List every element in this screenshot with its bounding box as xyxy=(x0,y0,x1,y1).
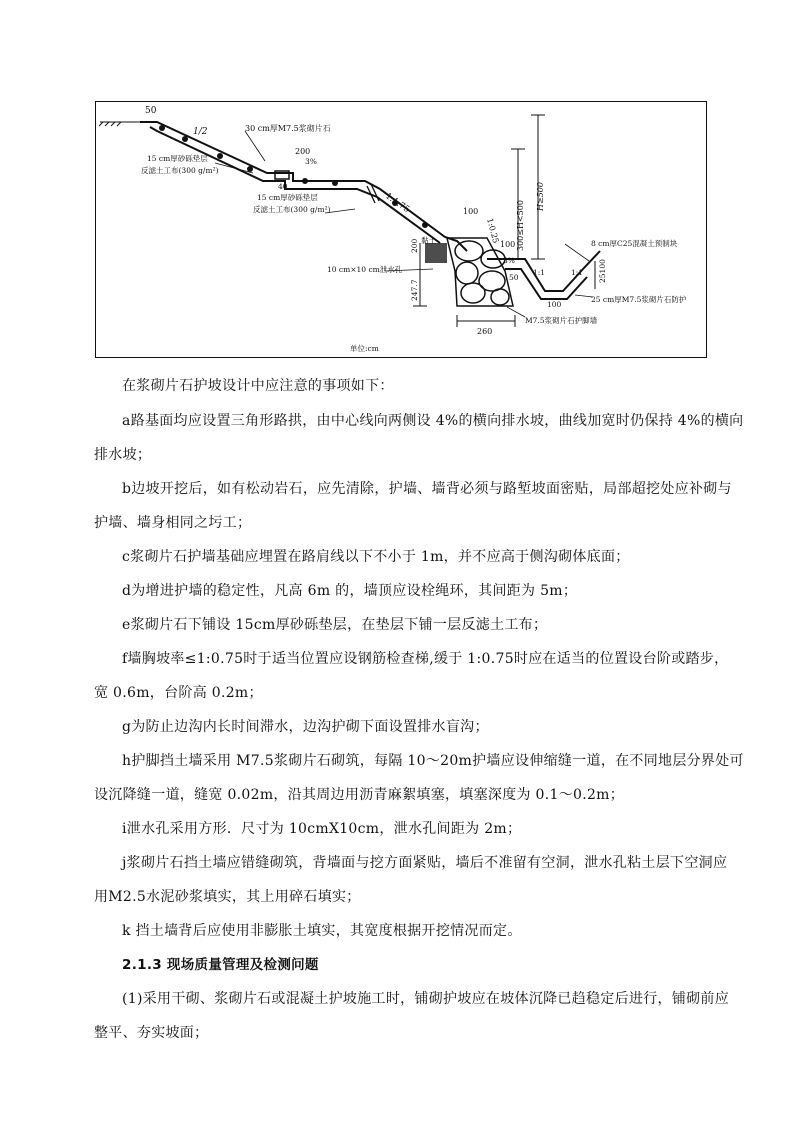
paragraph-intro: 在浆砌片石护坡设计中应注意的事项如下： xyxy=(122,378,394,394)
label-gravel-a: 15 cm厚砂砾垫层 xyxy=(147,154,208,163)
label-geotextile-b: 反滤土工布(300 g/m²) xyxy=(253,205,331,214)
paragraph-g: g为防止边沟内长时间滞水，边沟护砌下面设置排水盲沟； xyxy=(122,719,489,735)
paragraph-j-line1: j浆砌片石挡土墙应错缝砌筑，背墙面与挖方面紧贴，墙后不准留有空洞，泄水孔粘土层下空洞应 xyxy=(122,855,728,871)
label-dim-25100: 25100 xyxy=(598,259,607,283)
label-c25-block: 8 cm厚C25混凝土预制块 xyxy=(591,239,678,248)
label-top-100: 100 xyxy=(463,207,479,216)
label-drain-hole: 10 cm×10 cm泄水孔 xyxy=(327,265,403,274)
paragraph-k: k 挡土墙背后应使用非膨胀土填实，其宽度根据开挖情况而定。 xyxy=(122,923,522,939)
label-ditch-bottom: 100 xyxy=(547,300,562,309)
label-h-min: H≥500 xyxy=(536,182,545,211)
label-ditch-11b: 1:1 xyxy=(571,268,584,277)
paragraph-b-line1: b边坡开挖后，如有松动岩石，应先清除，护墙、墙背必须与路堑坡面密贴，局部超挖处应补砌与 xyxy=(122,481,732,497)
label-slope-175: 1:1.75 xyxy=(383,191,412,216)
label-ditch-masonry: 25 cm厚M7.5浆砌片石防护 xyxy=(591,295,687,304)
ground-hatch xyxy=(99,122,140,126)
label-toe-100: 100 xyxy=(500,240,516,249)
label-ditch-slope: 3% xyxy=(503,256,515,265)
label-toe-wall: M7.5浆砌片石护脚墙 xyxy=(525,316,598,325)
label-berm-40: 40 xyxy=(278,182,288,191)
paragraph-b-line2: 护墙、墙身相同之圬工； xyxy=(94,515,252,531)
paragraph-f-line2: 宽 0.6m，台阶高 0.2m； xyxy=(94,685,263,701)
label-slope-upper: 1/2 xyxy=(193,127,208,137)
label-berm-width: 200 xyxy=(295,147,311,156)
label-dim-2477: 247.7 xyxy=(410,279,419,301)
paragraph-a-line1: a路基面均应设置三角形路拱，由中心线向两侧设 4%的横向排水坡，曲线加宽时仍保持 4%的横向 xyxy=(122,413,744,429)
leader-lines xyxy=(215,131,593,317)
label-gravel-b: 15 cm厚砂砾垫层 xyxy=(257,193,318,202)
paragraph-c: c浆砌片石护墙基础应埋置在路肩线以下不小于 1m，并不应高于侧沟砌体底面； xyxy=(122,549,630,565)
label-base-260: 260 xyxy=(477,327,493,336)
paragraph-h-line1: h护脚挡土墙采用 M7.5浆砌片石砌筑，每隔 10～20m护墙应设伸缩缝一道，在不同地层分界处可 xyxy=(122,753,744,769)
paragraph-d: d为增进护墙的稳定性，凡高 6m 的，墙顶应设栓绳环，其间距为 5m； xyxy=(122,583,578,599)
label-h-range: 300≤H<500 xyxy=(516,200,525,251)
height-dimension xyxy=(413,115,595,327)
label-dim-200: 200 xyxy=(410,238,419,253)
label-clay: 黏土 xyxy=(421,236,436,245)
slope-protection-diagram xyxy=(95,101,707,358)
paragraph-1-line2: 整平、夯实坡面； xyxy=(94,1025,209,1041)
unit-caption: 单位:cm xyxy=(350,344,379,353)
label-dim-50: 50 xyxy=(509,273,519,282)
paragraph-j-line2: 用M2.5水泥砂浆填实，其上用碎石填实； xyxy=(94,889,361,905)
paragraph-1-line1: (1)采用干砌、浆砌片石或混凝土护坡施工时，铺砌护坡应在坡体沉降已趋稳定后进行，铺砌前应 xyxy=(122,991,730,1007)
label-geotextile-a: 反滤土工布(300 g/m²) xyxy=(141,166,219,175)
paragraph-h-line2: 设沉降缝一道，缝宽 0.02m，沿其周边用沥青麻絮填塞，填塞深度为 0.1～0.2m； xyxy=(94,787,625,803)
label-ditch-11a: 1:1 xyxy=(533,268,546,277)
paragraph-f-line1: f墙胸坡率≤1:0.75时于适当位置应设钢筋检查梯,缓于 1:0.75时应在适当的位置设台阶或踏步， xyxy=(122,651,729,667)
section-heading: 2.1.3 现场质量管理及检测问题 xyxy=(122,957,319,973)
label-berm-slope: 3% xyxy=(305,157,317,166)
label-top-width: 50 xyxy=(145,106,157,116)
paragraph-i: i泄水孔采用方形．尺寸为 10cmX10cm，泄水孔间距为 2m； xyxy=(122,821,522,837)
paragraph-a-line2: 排水坡； xyxy=(94,447,152,463)
upper-slope xyxy=(140,122,467,251)
label-masonry-30cm: 30 cm厚M7.5浆砌片石 xyxy=(245,124,331,133)
label-slope-025: 1:0.25 xyxy=(485,217,501,245)
paragraph-e: e浆砌片石下铺设 15cm厚砂砾垫层，在垫层下铺一层反滤土工布； xyxy=(122,617,548,633)
